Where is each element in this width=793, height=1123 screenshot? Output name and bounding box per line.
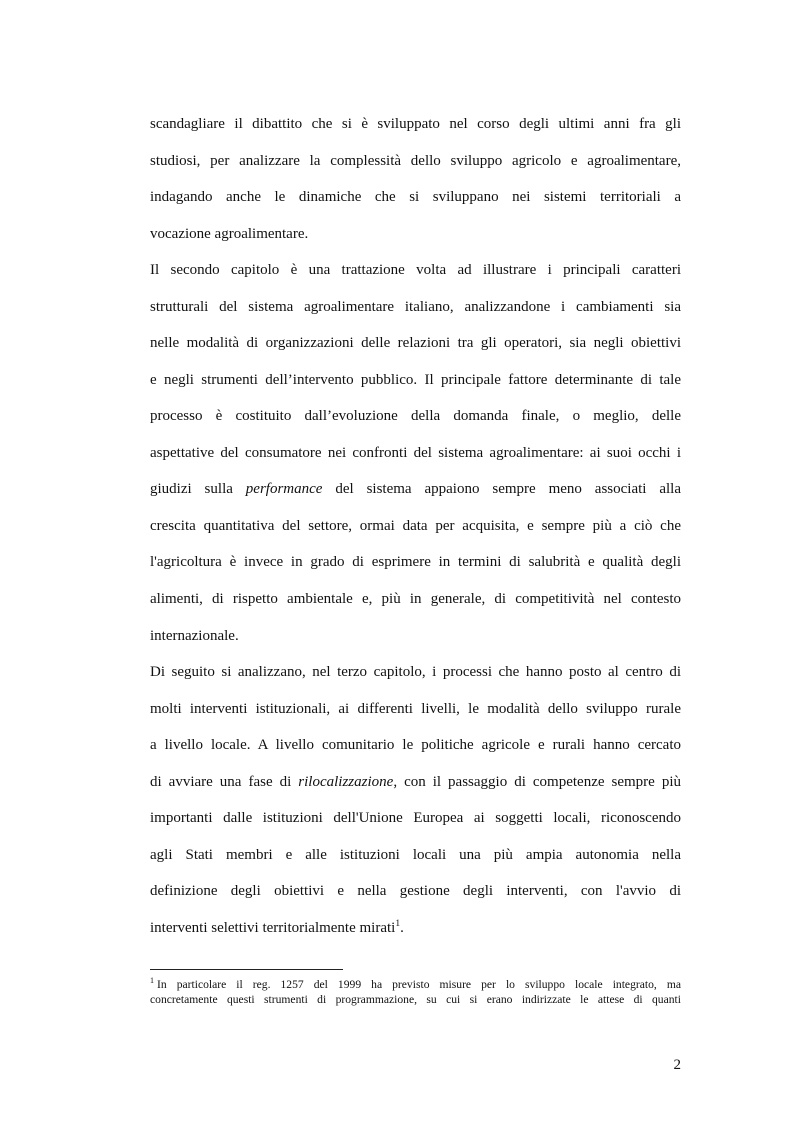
text-line bbox=[150, 479, 681, 499]
text-line: aspettative del consumatore nei confronti del sistema agroalimentare: ai suoi occhi i bbox=[150, 445, 681, 461]
text-line: a livello locale. A livello comunitario le politiche agricole e rurali hanno cercato bbox=[150, 737, 681, 753]
text-line: processo è costituito dall’evoluzione della domanda finale, o meglio, delle bbox=[150, 408, 681, 424]
text-line: nelle modalità di organizzazioni delle relazioni tra gli operatori, sia negli obiettivi bbox=[150, 335, 681, 351]
text-line: Il secondo capitolo è una trattazione volta ad illustrare i principali caratteri bbox=[150, 262, 681, 278]
text-line: scandagliare il dibattito che si è sviluppato nel corso degli ultimi anni fra gli bbox=[150, 116, 681, 132]
text-line bbox=[150, 918, 681, 938]
footnote-reference[interactable]: 1 bbox=[395, 919, 401, 929]
footnote-mark: 1 bbox=[150, 976, 154, 986]
footnote-line bbox=[150, 978, 681, 992]
text-line: internazionale. bbox=[150, 628, 239, 644]
italic-term: rilocalizzazione bbox=[298, 774, 394, 790]
text-line: molti interventi istituzionali, ai differenti livelli, le modalità dello sviluppo rurale bbox=[150, 701, 681, 717]
text-run: . bbox=[400, 920, 404, 936]
text-line: indagando anche le dinamiche che si sviluppano nei sistemi territoriali a bbox=[150, 189, 681, 205]
text-line: e negli strumenti dell’intervento pubblico. Il principale fattore determinante di tale bbox=[150, 372, 681, 388]
page-number: 2 bbox=[673, 1057, 681, 1073]
text-run: interventi selettivi territorialmente mirati bbox=[150, 920, 396, 936]
text-line: vocazione agroalimentare. bbox=[150, 226, 309, 242]
text-line bbox=[150, 772, 681, 792]
text-run: di avviare una fase di bbox=[150, 774, 299, 790]
italic-term: performance bbox=[245, 481, 323, 497]
text-run: , con il passaggio di competenze sempre più bbox=[393, 774, 681, 790]
footnote-line: concretamente questi strumenti di programmazione, su cui si erano indirizzate le attese di quanti bbox=[150, 993, 681, 1006]
text-run: del sistema appaiono sempre meno associati alla bbox=[322, 481, 681, 497]
text-line: l'agricoltura è invece in grado di esprimere in termini di salubrità e qualità degli bbox=[150, 554, 681, 570]
text-line: agli Stati membri e alle istituzioni locali una più ampia autonomia nella bbox=[150, 847, 681, 863]
footnote-separator bbox=[150, 969, 343, 970]
text-line: Di seguito si analizzano, nel terzo capitolo, i processi che hanno posto al centro di bbox=[150, 664, 681, 680]
text-line: importanti dalle istituzioni dell'Unione Europea ai soggetti locali, riconoscendo bbox=[150, 810, 681, 826]
text-line: alimenti, di rispetto ambientale e, più in generale, di competitività nel contesto bbox=[150, 591, 681, 607]
text-line: definizione degli obiettivi e nella gestione degli interventi, con l'avvio di bbox=[150, 883, 681, 899]
text-line: crescita quantitativa del settore, ormai data per acquisita, e sempre più a ciò che bbox=[150, 518, 681, 534]
text-run: giudizi sulla bbox=[150, 481, 246, 497]
text-line: strutturali del sistema agroalimentare italiano, analizzandone i cambiamenti sia bbox=[150, 299, 681, 315]
footnote-text: In particolare il reg. 1257 del 1999 ha previsto misure per lo sviluppo locale integrato, ma bbox=[157, 978, 681, 991]
text-line: studiosi, per analizzare la complessità dello sviluppo agricolo e agroalimentare, bbox=[150, 153, 681, 169]
